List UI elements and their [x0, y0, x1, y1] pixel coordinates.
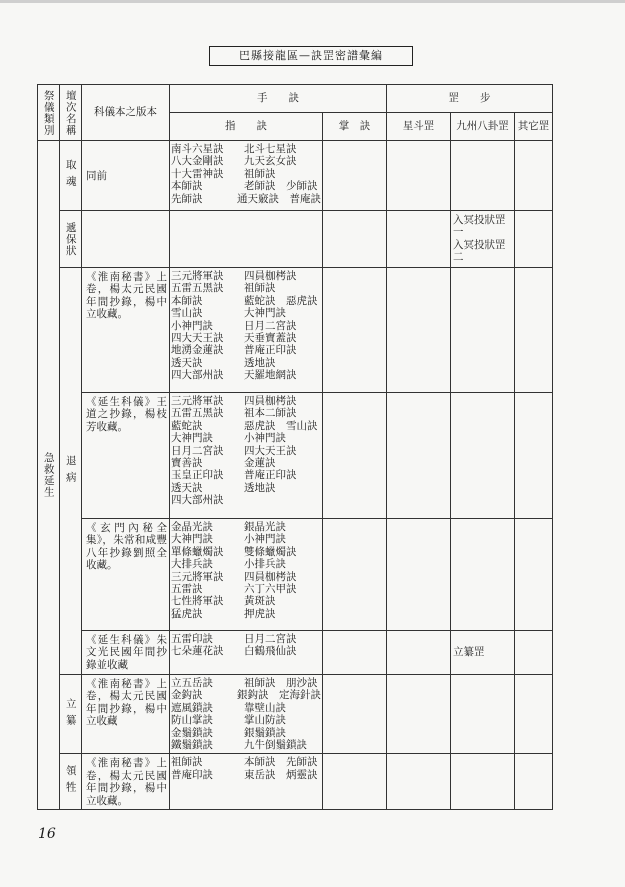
jue-item: 五雷五黑訣: [171, 407, 224, 420]
jiuzhou-cell: [451, 141, 515, 211]
zhang-cell: [323, 754, 387, 810]
zhijue-cell: [170, 675, 323, 754]
jue-item: 大神門訣: [244, 307, 286, 320]
zhang-cell: [323, 675, 387, 754]
jue-item: 銀鈎訣 定海針訣: [237, 689, 321, 702]
jue-item: 白鶴飛仙訣: [244, 645, 297, 658]
jue-item: 小神門訣: [244, 533, 286, 546]
jue-line: [171, 180, 321, 192]
jue-item: 遮風鎖訣: [171, 701, 213, 714]
header-shoujue: 手 訣: [170, 85, 387, 113]
jue-item: 銀晶光訣: [244, 521, 286, 533]
zhang-cell: [323, 519, 387, 631]
edition-cell: [82, 211, 170, 268]
jue-item: 日月二宮訣: [171, 444, 224, 457]
header-xingdou: 星斗罡: [387, 113, 451, 141]
edition-cell: 《玄門內秘全集》，朱常和咸豐八年抄錄劉照全收藏。: [82, 519, 170, 631]
jue-item: 老師訣 少師訣: [244, 180, 318, 193]
jue-line: [171, 307, 321, 319]
jue-line: [171, 727, 321, 739]
jue-item: 防山掌訣: [171, 714, 213, 727]
jue-item: 透地訣: [244, 356, 276, 369]
jue-item: 藍蛇訣: [171, 419, 203, 432]
jue-item: 猛虎訣: [171, 607, 203, 620]
table-row: [38, 675, 553, 754]
jue-line: [171, 677, 321, 689]
zhang-cell: [323, 141, 387, 211]
table-row: [38, 631, 553, 675]
ritual-name-cell: 遞保狀: [60, 211, 82, 268]
ritual-name-cell: 領牲: [60, 754, 82, 810]
xingdou-cell: [387, 141, 451, 211]
jue-line: [171, 595, 321, 607]
jue-item: 七性將軍訣: [171, 595, 224, 608]
jue-item: 金蓮訣: [244, 457, 276, 470]
jue-item: 四大天王訣: [244, 444, 297, 457]
zhijue-cell: [170, 631, 323, 675]
jue-item: 普庵正印訣: [244, 469, 297, 482]
jue-line: [171, 494, 321, 506]
zhijue-cell: [170, 141, 323, 211]
qita-cell: [515, 393, 553, 519]
jue-item: 寶善訣: [171, 457, 203, 470]
table-row: [38, 268, 553, 393]
jue-item: 四大部州訣: [171, 369, 224, 382]
jiuzhou-cell: 入冥投狀罡一 入冥投狀罡二: [451, 211, 515, 268]
jue-item: 北斗七星訣: [244, 143, 297, 155]
jue-item: 掌山防訣: [244, 714, 286, 727]
table-row: [38, 141, 553, 211]
jue-item: 祖師訣: [171, 756, 203, 769]
table-row: [38, 211, 553, 268]
jue-item: 雪山訣: [171, 307, 203, 320]
qita-cell: [515, 754, 553, 810]
zhijue-cell: [170, 519, 323, 631]
jiuzhou-cell: 立纂罡: [451, 631, 515, 675]
edition-cell: 《淮南秘書》上卷，楊太元民國年間抄錄，楊中立收藏。: [82, 268, 170, 393]
jue-line: [171, 369, 321, 381]
jue-line: [171, 645, 321, 657]
xingdou-cell: [387, 268, 451, 393]
jue-line: [171, 633, 321, 645]
zhijue-cell: [170, 268, 323, 393]
jue-item: 三元將軍訣: [171, 395, 224, 407]
jue-item: 五雷訣: [171, 583, 203, 596]
edition-cell: 《淮南秘書》上卷，楊太元民國年間抄錄，楊中立收藏。: [82, 754, 170, 810]
header-ritual-name: 壇次名稱: [60, 85, 82, 141]
jue-line: [171, 583, 321, 595]
jue-item: 金鬚鎖訣: [171, 726, 213, 739]
jue-item: 玉皇正印訣: [171, 469, 224, 482]
jue-line: [171, 270, 321, 282]
jue-item: 小神門訣: [171, 319, 213, 332]
jue-item: 大神門訣: [171, 432, 213, 445]
jue-item: 金鈎訣: [171, 689, 203, 702]
jue-item: 東岳訣 炳靈訣: [244, 768, 318, 781]
jue-item: 先師訣: [171, 192, 203, 205]
header-category: 祭儀類別: [38, 85, 60, 141]
jue-line: [171, 756, 321, 768]
zhang-cell: [323, 631, 387, 675]
jue-line: [171, 608, 321, 620]
qita-cell: [515, 519, 553, 631]
jue-item: 四大部州訣: [171, 494, 224, 507]
qita-cell: [515, 268, 553, 393]
jue-item: 通天竅訣 普庵訣: [237, 192, 321, 205]
jue-item: 大排兵訣: [171, 558, 213, 571]
qita-cell: [515, 141, 553, 211]
jue-line: [171, 769, 321, 781]
jue-line: [171, 282, 321, 294]
qita-cell: [515, 675, 553, 754]
zhijue-cell: [170, 211, 323, 268]
ritual-name-cell: 取魂: [60, 141, 82, 211]
jue-line: [171, 395, 321, 407]
jue-line: [171, 320, 321, 332]
jue-item: 四大天王訣: [171, 332, 224, 345]
jue-item: 鐵鬚鎖訣: [171, 739, 213, 752]
edition-cell: 同前: [82, 141, 170, 211]
zhang-cell: [323, 393, 387, 519]
edition-cell: 《延生科儀》朱文光民國年間抄錄並收藏: [82, 631, 170, 675]
jue-item: 祖師訣: [244, 167, 276, 180]
jue-item: 押虎訣: [244, 607, 276, 620]
jue-line: [171, 533, 321, 545]
header-qita: 其它罡: [515, 113, 553, 141]
edition-cell: 《延生科儀》王道之抄錄，楊枝芳收藏。: [82, 393, 170, 519]
jue-item: 銀鬚鎖訣: [244, 726, 286, 739]
jue-item: 透天訣: [171, 481, 203, 494]
jue-item: 透地訣: [244, 481, 276, 494]
zhijue-cell: [170, 754, 323, 810]
jue-item: 九天玄女訣: [244, 155, 297, 168]
jue-line: [171, 714, 321, 726]
jue-item: 七朵蓮花訣: [171, 645, 224, 658]
xingdou-cell: [387, 519, 451, 631]
xingdou-cell: [387, 393, 451, 519]
jue-line: [171, 482, 321, 494]
jue-item: 單條蠟燭訣: [171, 545, 224, 558]
jiuzhou-cell: [451, 393, 515, 519]
qita-cell: [515, 631, 553, 675]
jue-item: 五雷五黑訣: [171, 282, 224, 295]
jue-item: 祖師訣: [244, 282, 276, 295]
zhang-cell: [323, 211, 387, 268]
jue-item: 金晶光訣: [171, 521, 213, 533]
jue-item: 四員枷栲訣: [244, 570, 297, 583]
jue-item: 小排兵訣: [244, 558, 286, 571]
jue-line: [171, 445, 321, 457]
jue-item: 本師訣: [171, 294, 203, 307]
jue-item: 十大雷神訣: [171, 167, 224, 180]
jue-item: 本師訣: [171, 180, 203, 193]
jue-line: [171, 558, 321, 570]
xingdou-cell: [387, 754, 451, 810]
jue-item: 祖師訣 朋沙訣: [244, 677, 318, 689]
jue-line: [171, 689, 321, 701]
jue-item: 天羅地網訣: [244, 369, 297, 382]
jue-line: [171, 739, 321, 751]
ritual-name-cell: 退病: [60, 268, 82, 675]
jue-line: [171, 332, 321, 344]
jue-item: 八大金剛訣: [171, 155, 224, 168]
jue-item: 惡虎訣 雪山訣: [244, 419, 318, 432]
table-row: [38, 393, 553, 519]
jue-item: 小神門訣: [244, 432, 286, 445]
page-number: 16: [38, 826, 56, 842]
jue-item: 黃斑訣: [244, 595, 276, 608]
jue-line: [171, 469, 321, 481]
jue-item: 天垂寶蓋訣: [244, 332, 297, 345]
jue-item: 祖本二師訣: [244, 407, 297, 420]
jue-item: 普庵正印訣: [244, 344, 297, 357]
ritual-name-cell: 立纂: [60, 675, 82, 754]
jue-item: 日月二宮訣: [244, 319, 297, 332]
jue-item: 普庵印訣: [171, 768, 213, 781]
zhang-cell: [323, 268, 387, 393]
top-edge-rule: [0, 0, 625, 3]
jue-item: 南斗六星訣: [171, 143, 224, 155]
jue-line: [171, 344, 321, 356]
xingdou-cell: [387, 631, 451, 675]
jiuzhou-cell: [451, 675, 515, 754]
header-jiuzhou: 九州八卦罡: [451, 113, 515, 141]
page-header: 巴縣接龍區—訣罡密譜彙編: [209, 46, 413, 66]
jue-line: [171, 420, 321, 432]
table-row: [38, 519, 553, 631]
zhijue-cell: [170, 393, 323, 519]
jue-line: [171, 457, 321, 469]
jue-item: 日月二宮訣: [244, 633, 297, 645]
jue-line: [171, 143, 321, 155]
jue-line: [171, 546, 321, 558]
header-zhijue: 指 訣: [170, 113, 323, 141]
jue-line: [171, 155, 321, 167]
ritual-table: [37, 84, 553, 810]
jue-item: 四員枷栲訣: [244, 270, 297, 282]
jue-item: 六丁六甲訣: [244, 583, 297, 596]
jue-line: [171, 432, 321, 444]
jue-line: [171, 193, 321, 205]
jue-item: 五雷印訣: [171, 633, 213, 645]
table-body: [38, 141, 553, 810]
jue-line: [171, 168, 321, 180]
table-row: [38, 754, 553, 810]
xingdou-cell: [387, 211, 451, 268]
jue-item: 九牛倒鬚鎖訣: [244, 739, 307, 752]
jue-item: 大神門訣: [171, 533, 213, 546]
xingdou-cell: [387, 675, 451, 754]
jue-item: 透天訣: [171, 356, 203, 369]
header-edition: 科儀本之版本: [82, 85, 170, 141]
jue-item: 雙條蠟燭訣: [244, 545, 297, 558]
jue-item: 本師訣 先師訣: [244, 756, 318, 769]
edition-cell: 《淮南秘書》上卷，楊太元民國年間抄錄，楊中立收藏: [82, 675, 170, 754]
jue-item: 立五岳訣: [171, 677, 213, 689]
header-gangbu: 罡 步: [387, 85, 553, 113]
jue-line: [171, 407, 321, 419]
jue-item: 地湧金蓮訣: [171, 344, 224, 357]
jiuzhou-cell: [451, 268, 515, 393]
jue-line: [171, 571, 321, 583]
jue-line: [171, 702, 321, 714]
jue-item: 三元將軍訣: [171, 270, 224, 282]
jue-item: 三元將軍訣: [171, 570, 224, 583]
jue-line: [171, 357, 321, 369]
header-zhangjue: 掌 訣: [323, 113, 387, 141]
qita-cell: [515, 211, 553, 268]
jue-item: 藍蛇訣 惡虎訣: [244, 294, 318, 307]
jue-item: 四員枷栲訣: [244, 395, 297, 407]
jue-item: 靠壁山訣: [244, 701, 286, 714]
jiuzhou-cell: [451, 754, 515, 810]
jue-line: [171, 521, 321, 533]
jue-line: [171, 295, 321, 307]
category-cell: 急救延生: [38, 141, 60, 810]
jiuzhou-cell: [451, 519, 515, 631]
